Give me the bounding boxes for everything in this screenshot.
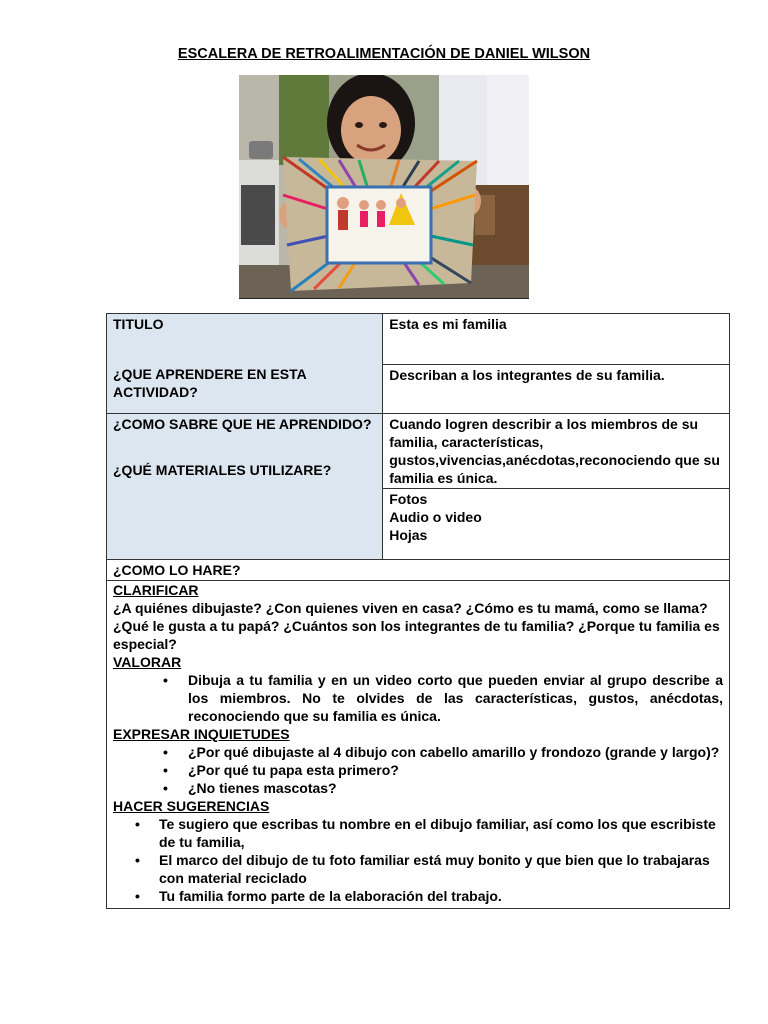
inquietudes-item: • ¿Por qué dibujaste al 4 dibujo con cabello amarillo y frondozo (grande y largo)?: [113, 743, 723, 761]
sugerencias-heading: HACER SUGERENCIAS: [113, 798, 270, 814]
materiales-value: [383, 489, 730, 560]
titulo-aprendere-cell: [107, 314, 383, 414]
steps-cell: [107, 581, 730, 909]
aprendere-value: Describan a los integrantes de su familia.: [383, 365, 730, 414]
inquietudes-item: • ¿Por qué tu papa esta primero?: [113, 761, 723, 779]
sugerencias-item: • Te sugiero que escribas tu nombre en el dibujo familiar, así como los que escribiste de tu familia,: [113, 815, 723, 851]
inquietudes-item: • ¿No tienes mascotas?: [113, 779, 723, 797]
como-label: ¿COMO LO HARE?: [107, 560, 730, 581]
inquietudes-list: [113, 743, 723, 797]
activity-table: [106, 313, 730, 909]
sugerencias-list: [113, 815, 723, 905]
sugerencias-item: • Tu familia formo parte de la elaboración del trabajo.: [113, 887, 723, 905]
inquietudes-heading: EXPRESAR INQUIETUDES: [113, 726, 290, 742]
materiales-label: ¿QUÉ MATERIALES UTILIZARE?: [113, 462, 332, 478]
sabre-materiales-cell: [107, 414, 383, 560]
valorar-item: • Dibuja a tu familia y en un video corto que pueden enviar al grupo describe a los miembros. No te olvides de las características, gustos, anécdotas, reconociendo que su familia es única.: [113, 671, 723, 725]
valorar-list: [113, 671, 723, 725]
titulo-label: TITULO: [113, 316, 164, 332]
sabre-value: Cuando logren describir a los miembros de su familia, características, gustos,vivencias,anécdotas,reconociendo que su familia es única.: [383, 414, 730, 489]
clarificar-text: ¿A quiénes dibujaste? ¿Con quienes viven en casa? ¿Cómo es tu mamá, como se llama? ¿Qué le gusta a tu papá? ¿Cuántos son los integrantes de tu familia? ¿Porque tu familia es especial?: [113, 600, 720, 652]
clarificar-heading: CLARIFICAR: [113, 582, 199, 598]
valorar-heading: VALORAR: [113, 654, 182, 670]
aprendere-label: ¿QUE APRENDERE EN ESTA ACTIVIDAD?: [113, 366, 307, 400]
child-holding-family-drawing-photo: [239, 75, 529, 299]
materiales-item: Hojas: [389, 527, 428, 543]
sugerencias-item: • El marco del dibujo de tu foto familiar está muy bonito y que bien que lo trabajaras con material reciclado: [113, 851, 723, 887]
sabre-label: ¿COMO SABRE QUE HE APRENDIDO?: [113, 416, 372, 432]
materiales-item: Audio o video: [389, 509, 482, 525]
titulo-value: Esta es mi familia: [383, 314, 730, 365]
materiales-item: Fotos: [389, 491, 428, 507]
document-title: ESCALERA DE RETROALIMENTACIÓN DE DANIEL WILSON: [177, 46, 591, 62]
